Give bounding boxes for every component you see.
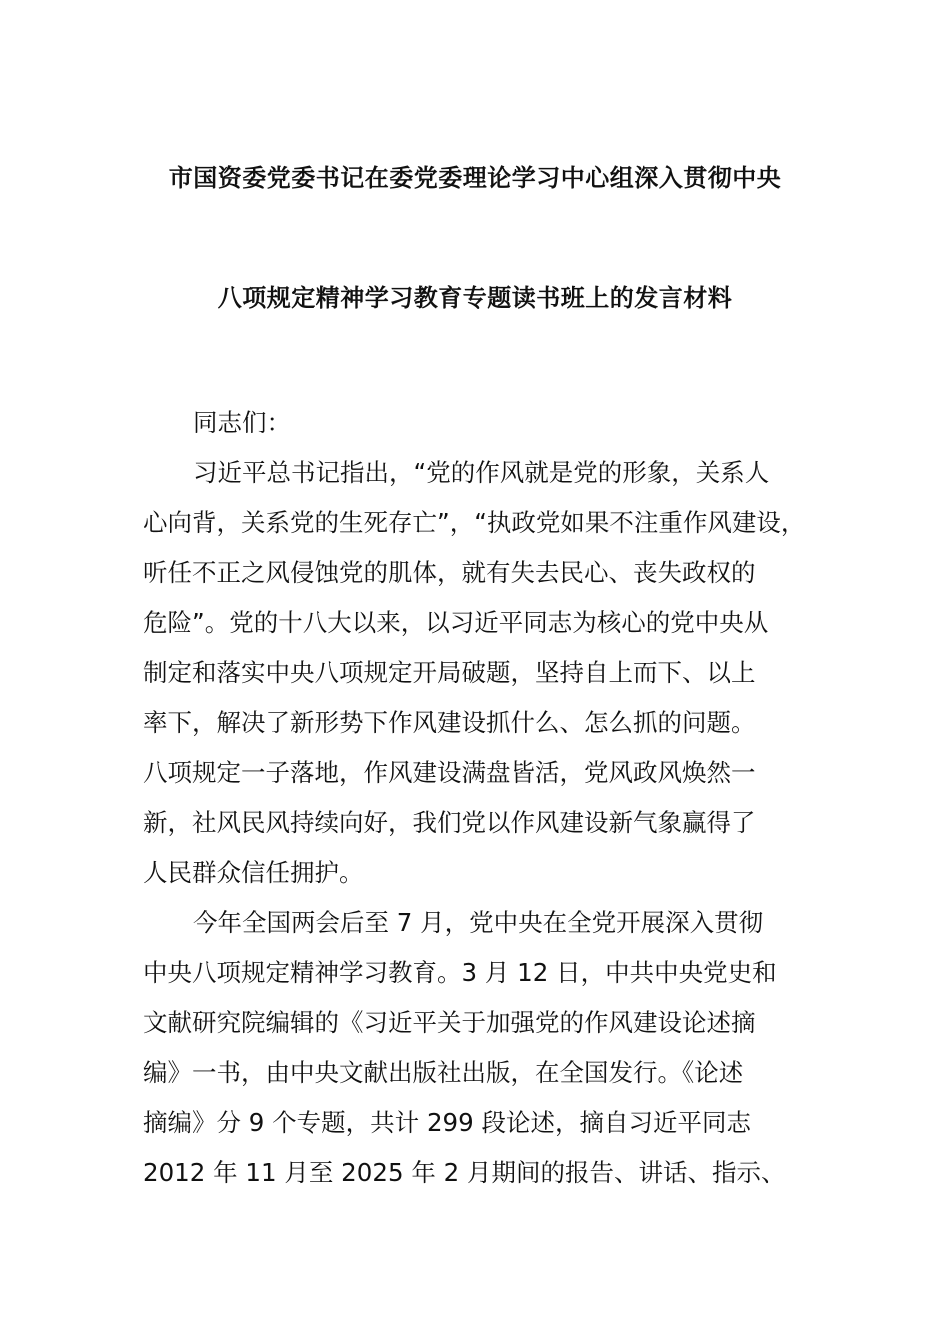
paragraph-line: 制定和落实中央八项规定开局破题，坚持自上而下、以上 — [143, 658, 756, 687]
paragraph-line: 听任不正之风侵蚀党的肌体，就有失去民心、丧失政权的 — [143, 558, 756, 587]
paragraph-line: 习近平总书记指出，“党的作风就是党的形象，关系人 — [193, 458, 770, 487]
paragraph-line: 新，社风民风持续向好，我们党以作风建设新气象赢得了 — [143, 808, 756, 837]
paragraph-line: 八项规定一子落地，作风建设满盘皆活，党风政风焕然一 — [143, 758, 756, 787]
paragraph-line: 率下，解决了新形势下作风建设抓什么、怎么抓的问题。 — [143, 708, 756, 737]
document-title-line-1: 市国资委党委书记在委党委理论学习中心组深入贯彻中央 — [168, 164, 782, 192]
paragraph-line: 中央八项规定精神学习教育。3 月 12 日，中共中央党史和 — [143, 958, 777, 987]
paragraph-line: 编》一书，由中央文献出版社出版，在全国发行。《论述 — [143, 1058, 744, 1087]
salutation: 同志们： — [193, 408, 291, 437]
paragraph-line: 心向背，关系党的生死存亡”，“执政党如果不注重作风建设， — [143, 508, 806, 537]
paragraph-line: 危险”。党的十八大以来，以习近平同志为核心的党中央从 — [143, 608, 769, 637]
document-title-line-2: 八项规定精神学习教育专题读书班上的发言材料 — [217, 284, 733, 312]
paragraph-line: 摘编》分 9 个专题，共计 299 段论述，摘自习近平同志 — [143, 1108, 751, 1137]
paragraph-line: 2012 年 11 月至 2025 年 2 月期间的报告、讲话、指示、 — [143, 1158, 786, 1187]
paragraph-line: 文献研究院编辑的《习近平关于加强党的作风建设论述摘 — [143, 1008, 756, 1037]
paragraph-line: 今年全国两会后至 7 月，党中央在全党开展深入贯彻 — [193, 908, 764, 937]
paragraph-line: 人民群众信任拥护。 — [143, 858, 364, 887]
paragraph-1 — [143, 448, 833, 898]
paragraph-2 — [143, 898, 833, 1198]
